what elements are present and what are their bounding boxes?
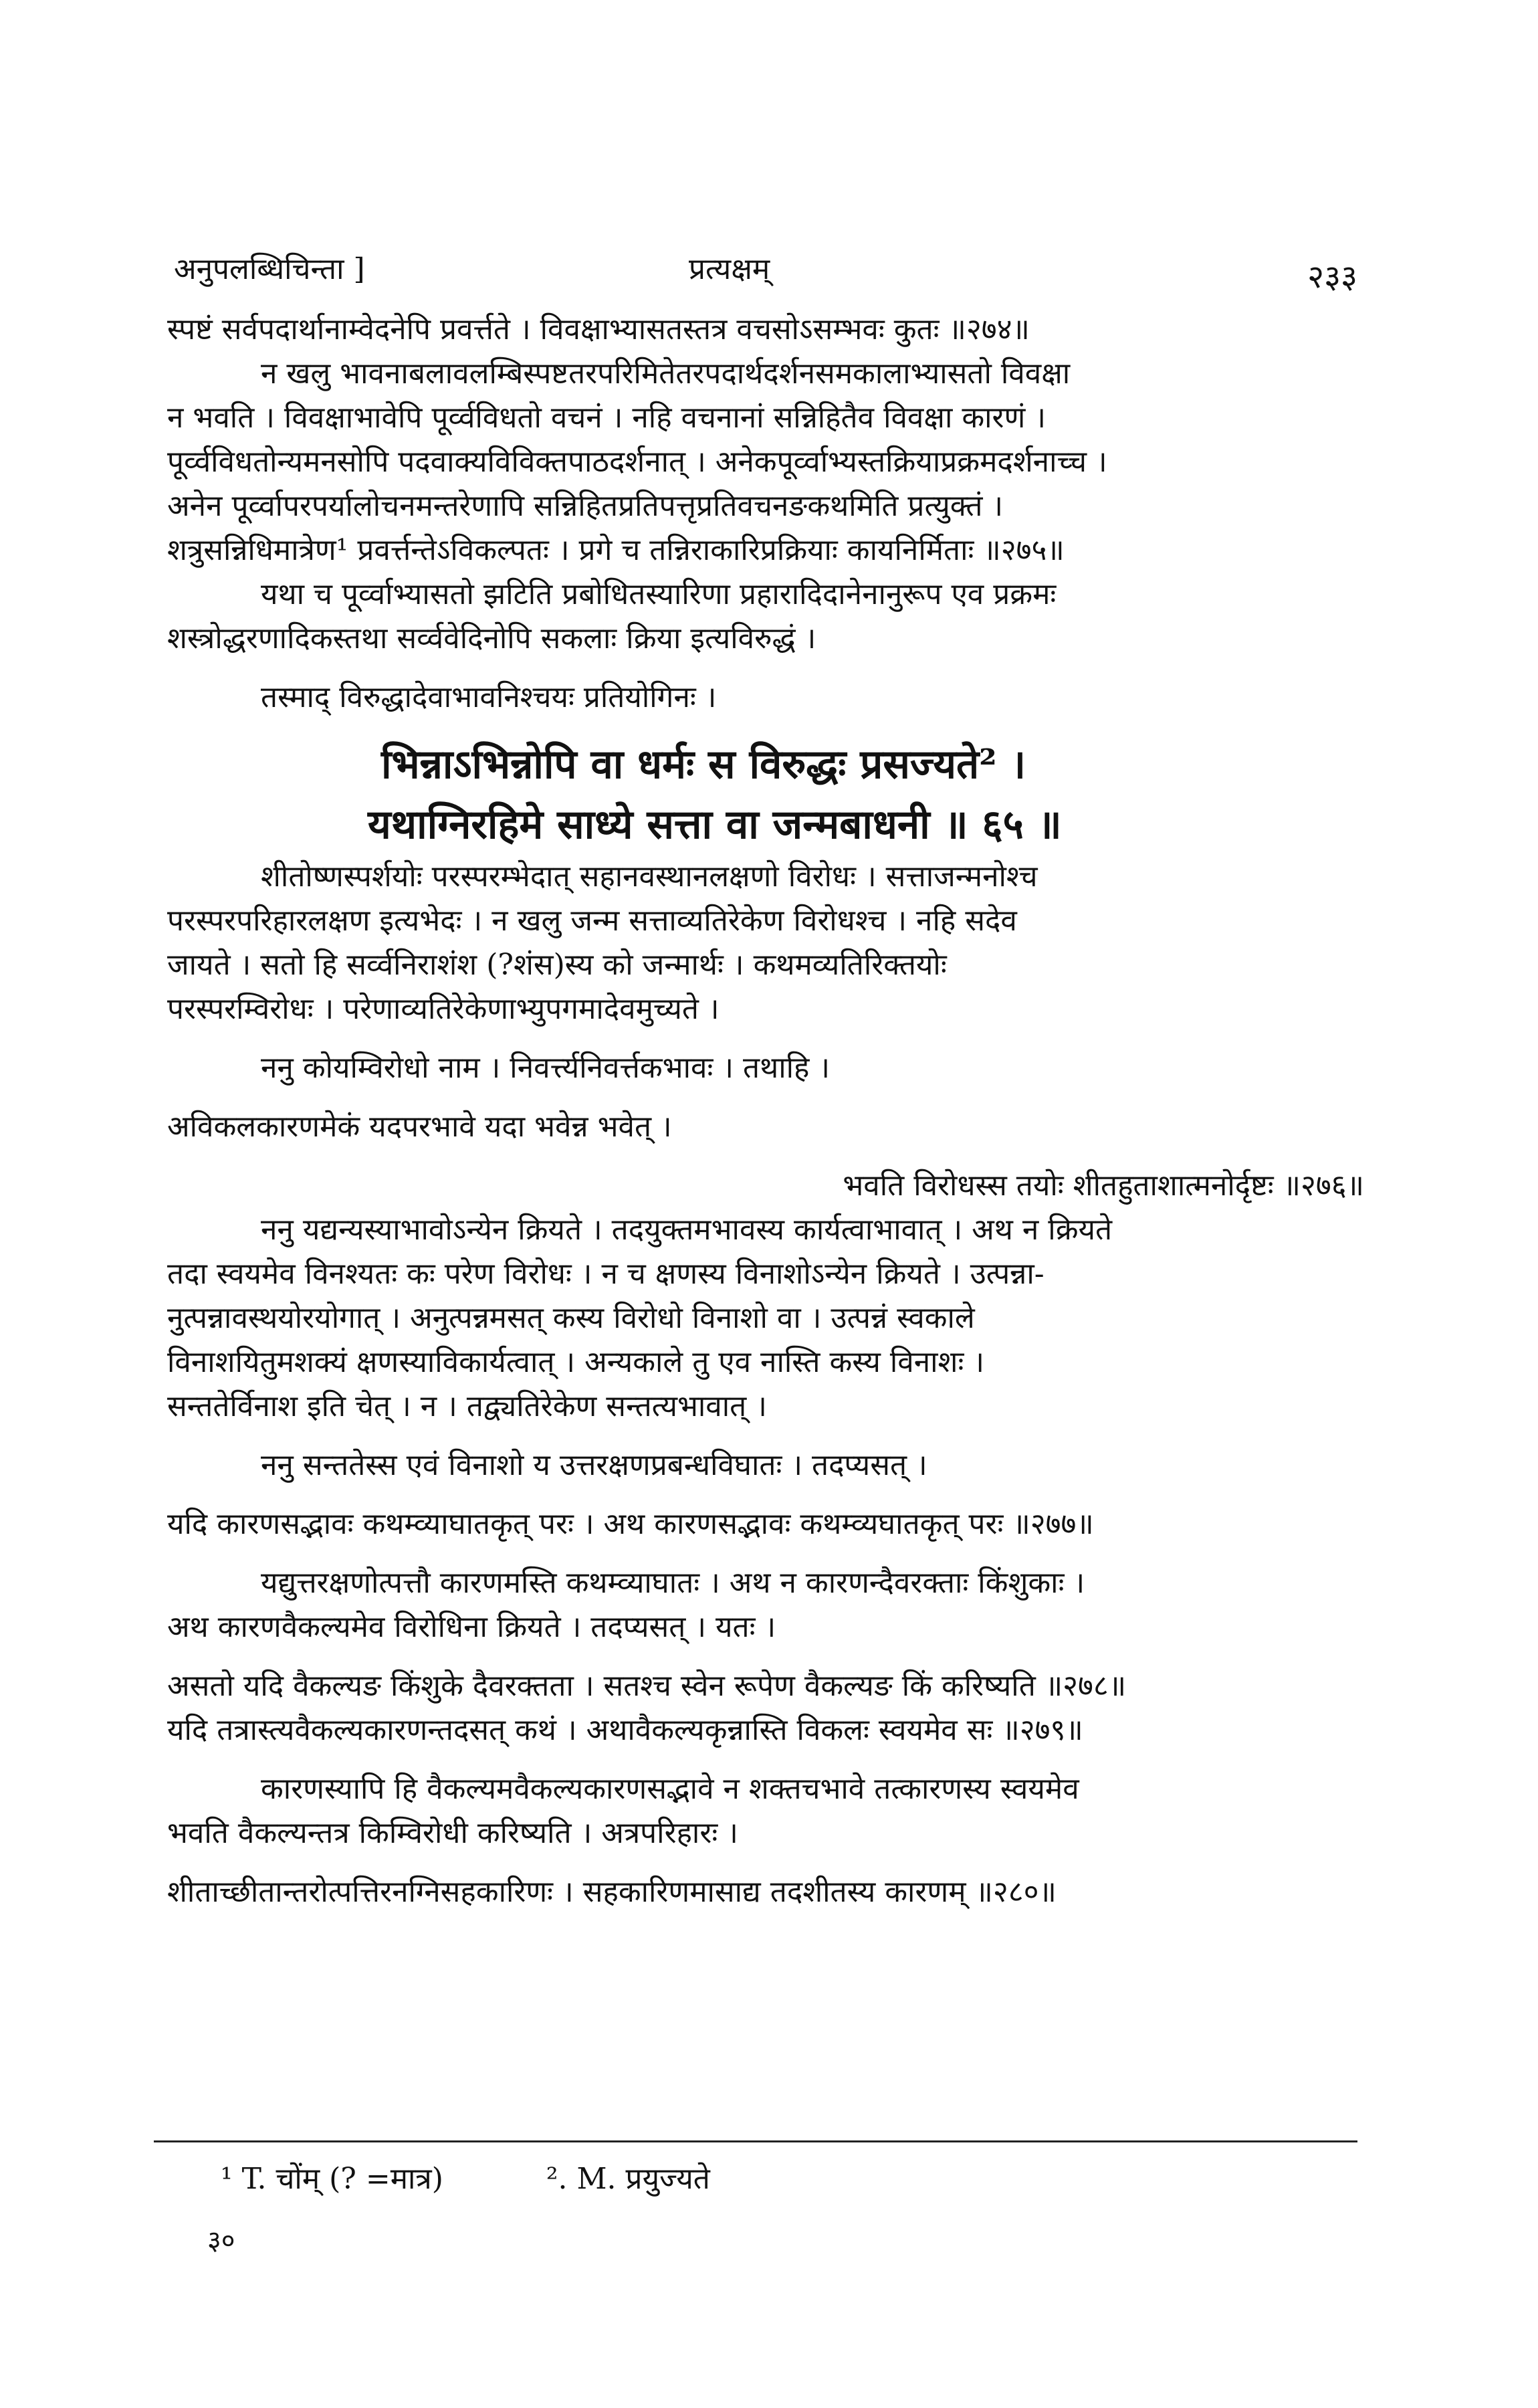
text-line: शीताच्छीतान्तरोत्पत्तिरनग्निसहकारिणः । सहकारिणमासाद्य तदशीतस्य कारणम् ॥२८०॥ [167, 1875, 1057, 1909]
text-block-2 [167, 855, 1371, 1914]
text-line: जायते । सतो हि सर्व्वनिराशंश (?शंस)स्य को जन्मार्थः । कथमव्यतिरिक्तयोः [167, 948, 947, 982]
text-line: तदा स्वयमेव विनश्यतः कः परेण विरोधः । न च क्षणस्य विनाशोऽन्येन क्रियते । उत्पन्ना- [167, 1257, 1045, 1291]
text-line: अविकलकारणमेकं यदपरभावे यदा भवेन्न भवेत् । [167, 1110, 672, 1144]
page-body [167, 308, 1371, 1914]
text-line: अथ कारणवैकल्यमेव विरोधिना क्रियते । तदप्यसत् । यतः । [167, 1610, 776, 1644]
text-line: परस्परम्विरोधः । परेणाव्यतिरेकेणाभ्युपगमादेवमुच्यते । [167, 992, 720, 1026]
text-line: शीतोष्णस्पर्शयोः परस्परम्भेदात् सहानवस्थानलक्षणो विरोधः । सत्ताजन्मनोश्च [261, 860, 1038, 894]
text-line: यदि कारणसद्भावः कथम्व्याघातकृत् परः । अथ कारणसद्भावः कथम्व्यघातकृत् परः ॥२७७॥ [167, 1507, 1094, 1541]
karika-line-2: यथाग्निरहिमे साध्ये सत्ता वा जन्मबाधनी ॥ ६५ ॥ [368, 801, 1062, 848]
karika-line-1: भिन्नाऽभिन्नोपि वा धर्मः स विरुद्धः प्रसज्यते² । [381, 741, 1026, 788]
text-line: ननु सन्ततेस्स एवं विनाशो य उत्तरक्षणप्रबन्धविघातः । तदप्यसत् । [261, 1448, 927, 1482]
text-line: यथा च पूर्व्वाभ्यासतो झटिति प्रबोधितस्यारिणा प्रहारादिदानेनानुरूप एव प्रक्रमः [261, 577, 1057, 611]
text-line: भवति वैकल्यन्तत्र किम्विरोधी करिष्यति । अत्रपरिहारः । [167, 1816, 738, 1850]
footnote-rule [154, 2140, 1357, 2142]
text-line: शस्त्रोद्धरणादिकस्तथा सर्व्ववेदिनोपि सकलाः क्रिया इत्यविरुद्धं । [167, 621, 816, 656]
text-line: शत्रुसन्निधिमात्रेण¹ प्रवर्त्तन्तेऽविकल्पतः । प्रगे च तन्निराकारिप्रक्रियाः कायनिर्मिताः ॥२७५॥ [167, 533, 1065, 567]
text-line: ननु यद्यन्यस्याभावोऽन्येन क्रियते । तदयुक्तमभावस्य कार्यत्वाभावात् । अथ न क्रियते [261, 1213, 1113, 1247]
text-line: न भवति । विवक्षाभावेपि पूर्व्वविधतो वचनं । नहि वचनानां सन्निहितैव विवक्षा कारणं । [167, 401, 1046, 435]
text-line: पूर्व्वविधतोन्यमनसोपि पदवाक्यविविक्तपाठदर्शनात् । अनेकपूर्व्वाभ्यस्तक्रियाप्रक्रमदर्शनाच्च । [167, 445, 1107, 479]
section-title: प्रत्यक्षम् [689, 252, 770, 286]
karika-verse [167, 734, 1371, 855]
footnotes [221, 2157, 804, 2197]
text-line: नुत्पन्नावस्थयोरयोगात् । अनुत्पन्नमसत् कस्य विरोधो विनाशो वा । उत्पन्नं स्वकाले [167, 1301, 975, 1335]
text-line: तस्माद् विरुद्धादेवाभावनिश्चयः प्रतियोगिनः । [261, 680, 717, 714]
text-line: स्पष्टं सर्वपदार्थानाम्वेदनेपि प्रवर्त्तते । विवक्षाभ्यासतस्तत्र वचसोऽसम्भवः कुतः ॥२७४॥ [167, 312, 1030, 346]
signature-mark: ३० [207, 2225, 235, 2256]
text-line: यदि तत्रास्त्यवैकल्यकारणन्तदसत् कथं । अथावैकल्यकृन्नास्ति विकलः स्वयमेव सः ॥२७९॥ [167, 1713, 1083, 1747]
running-header [174, 241, 1357, 294]
text-line: ननु कोयम्विरोधो नाम । निवर्त्त्यनिवर्त्तकभावः । तथाहि । [261, 1051, 831, 1085]
text-line: असतो यदि वैकल्यङ किंशुके दैवरक्तता । सतश्च स्वेन रूपेण वैकल्यङ किं करिष्यति ॥२७८॥ [167, 1669, 1127, 1703]
text-line: परस्परपरिहारलक्षण इत्यभेदः । न खलु जन्म सत्ताव्यतिरेकेण विरोधश्च । नहि सदेव [167, 904, 1017, 938]
page-number: २३३ [1307, 258, 1357, 296]
text-line: विनाशयितुमशक्यं क्षणस्याविकार्यत्वात् । अन्यकाले तु एव नास्ति कस्य विनाशः । [167, 1345, 985, 1379]
text-line: न खलु भावनाबलावलम्बिस्पष्टतरपरिमितेतरपदार्थदर्शनसमकालाभ्यासतो विवक्षा [261, 357, 1071, 391]
text-line: अनेन पूर्व्वापरपर्यालोचनमन्तरेणापि सन्निहितप्रतिपत्तृप्रतिवचनङकथमिति प्रत्युक्तं । [167, 489, 1004, 523]
text-line: यद्युत्तरक्षणोत्पत्तौ कारणमस्ति कथम्व्याघातः । अथ न कारणन्दैवरक्ताः किंशुकाः । [261, 1566, 1085, 1600]
text-line: सन्ततेर्विनाश इति चेत् । न । तद्व्यतिरेकेण सन्तत्यभावात् । [167, 1389, 767, 1423]
chapter-title: अनुपलब्धिचिन्ता ] [174, 252, 365, 286]
text-line: कारणस्यापि हि वैकल्यमवैकल्यकारणसद्भावे न शक्तचभावे तत्कारणस्य स्वयमेव [261, 1772, 1079, 1806]
footnote-1: ¹ T. चोंम् (? =मात्र) [221, 2162, 443, 2196]
text-line: भवति विरोधस्स तयोः शीतहुताशात्मनोर्दृष्टः ॥२७६॥ [843, 1169, 1364, 1203]
text-block-1 [167, 308, 1371, 720]
footnote-2: ². M. प्रयुज्यते [546, 2162, 710, 2196]
